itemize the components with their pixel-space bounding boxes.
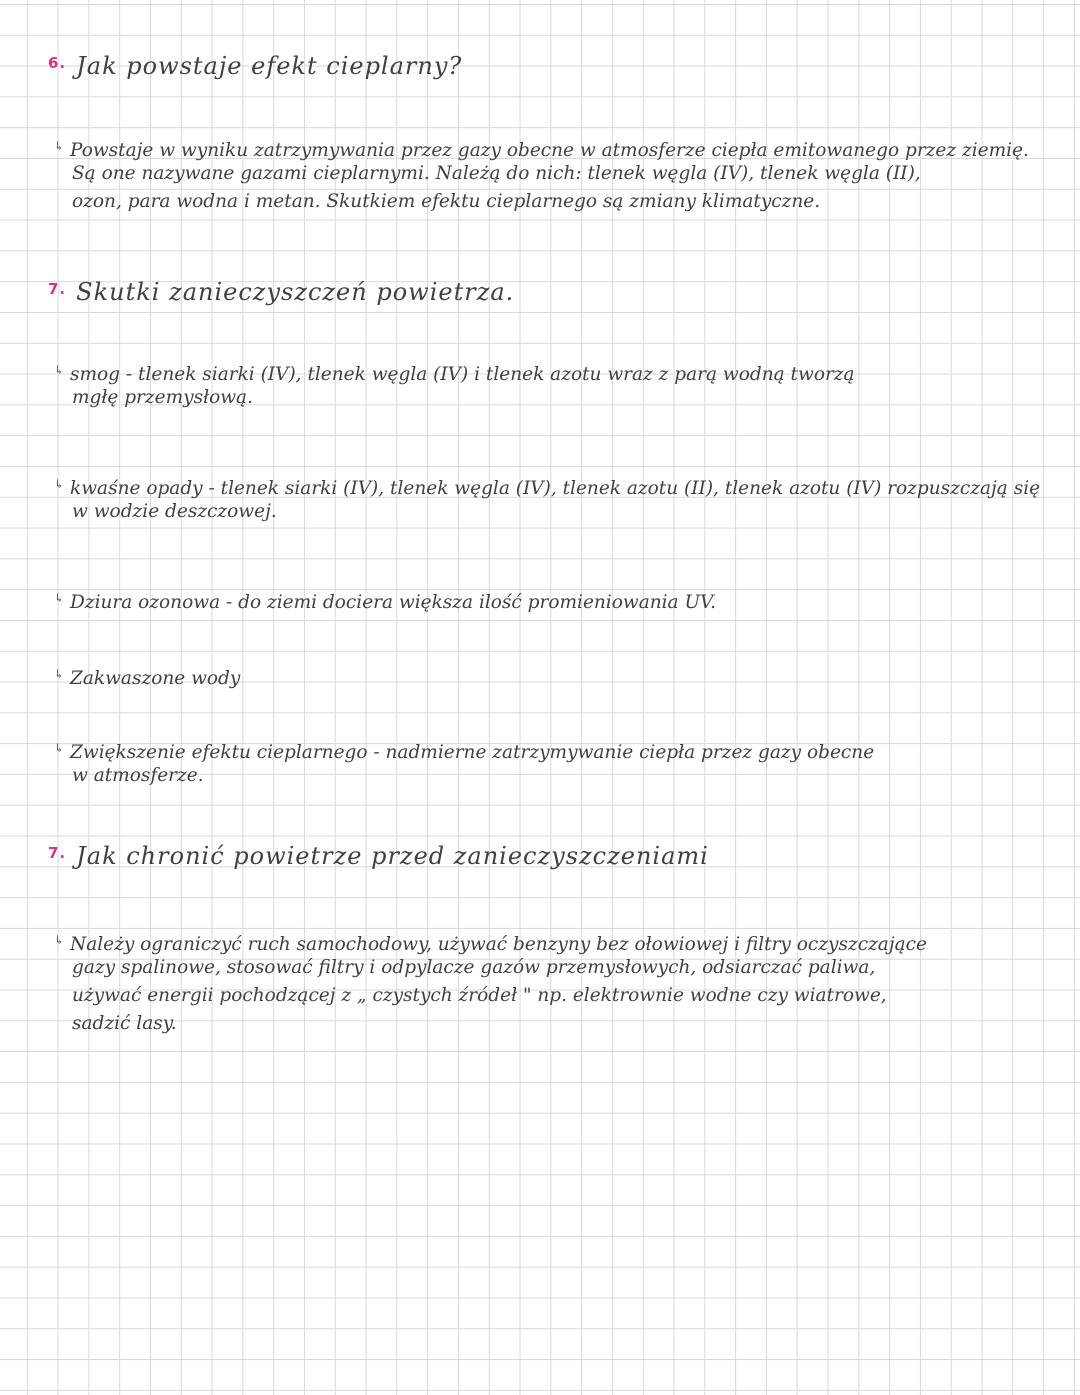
section-heading-6 xyxy=(48,52,462,80)
bullet-paragraph xyxy=(54,356,1064,412)
text-line: używać energii pochodzącej z „ czystych źródeł " np. elektrownie wodne czy wiatrowe, xyxy=(72,985,887,1006)
text-line: ozon, para wodna i metan. Skutkiem efektu cieplarnego są zmiany klimatyczne. xyxy=(72,191,821,212)
bullet-paragraph xyxy=(54,132,1064,216)
text-line: mgłę przemysłową. xyxy=(72,387,253,408)
section-heading-7b xyxy=(48,842,709,870)
section-number: 6. xyxy=(48,54,67,72)
text-line: Zakwaszone wody xyxy=(70,668,241,689)
section-title: Jak powstaje efekt cieplarny? xyxy=(76,52,463,80)
text-line: smog - tlenek siarki (IV), tlenek węgla (IV) i tlenek azotu wraz z parą wodną tworzą xyxy=(70,364,855,385)
text-line: kwaśne opady - tlenek siarki (IV), tlenek węgla (IV), tlenek azotu (II), tlenek azotu (IV) rozpuszczają się xyxy=(70,478,1041,499)
section-number: 7. xyxy=(48,844,67,862)
bullet-paragraph xyxy=(54,660,1064,688)
arrow-bullet-icon: ↳ xyxy=(54,591,65,605)
bullet-paragraph xyxy=(54,470,1064,526)
section-number: 7. xyxy=(48,280,67,298)
bullet-paragraph xyxy=(54,734,1064,790)
text-line: Powstaje w wyniku zatrzymywania przez gazy obecne w atmosferze ciepła emitowanego przez ziemię. xyxy=(70,140,1029,161)
text-line: Należy ograniczyć ruch samochodowy, używać benzyny bez ołowiowej i filtry oczyszczające xyxy=(70,934,927,955)
text-line: sadzić lasy. xyxy=(72,1013,177,1034)
arrow-bullet-icon: ↳ xyxy=(54,363,65,377)
text-line: Zwiększenie efektu cieplarnego - nadmierne zatrzymywanie ciepła przez gazy obecne xyxy=(70,742,875,763)
section-title: Jak chronić powietrze przed zanieczyszczeniami xyxy=(76,842,709,870)
text-line: w atmosferze. xyxy=(72,765,204,786)
section-title: Skutki zanieczyszczeń powietrza. xyxy=(76,278,515,306)
bullet-paragraph xyxy=(54,926,1064,1038)
arrow-bullet-icon: ↳ xyxy=(54,741,65,755)
arrow-bullet-icon: ↳ xyxy=(54,933,65,947)
text-line: Dziura ozonowa - do ziemi dociera większa ilość promieniowania UV. xyxy=(70,592,717,613)
arrow-bullet-icon: ↳ xyxy=(54,667,65,681)
section-heading-7 xyxy=(48,278,514,306)
arrow-bullet-icon: ↳ xyxy=(54,477,65,491)
text-line: gazy spalinowe, stosować filtry i odpylacze gazów przemysłowych, odsiarczać paliwa, xyxy=(72,957,876,978)
text-line: Są one nazywane gazami cieplarnymi. Należą do nich: tlenek węgla (IV), tlenek węgla (II), xyxy=(72,163,921,184)
arrow-bullet-icon: ↳ xyxy=(54,139,65,153)
bullet-paragraph xyxy=(54,584,1064,612)
text-line: w wodzie deszczowej. xyxy=(72,501,277,522)
